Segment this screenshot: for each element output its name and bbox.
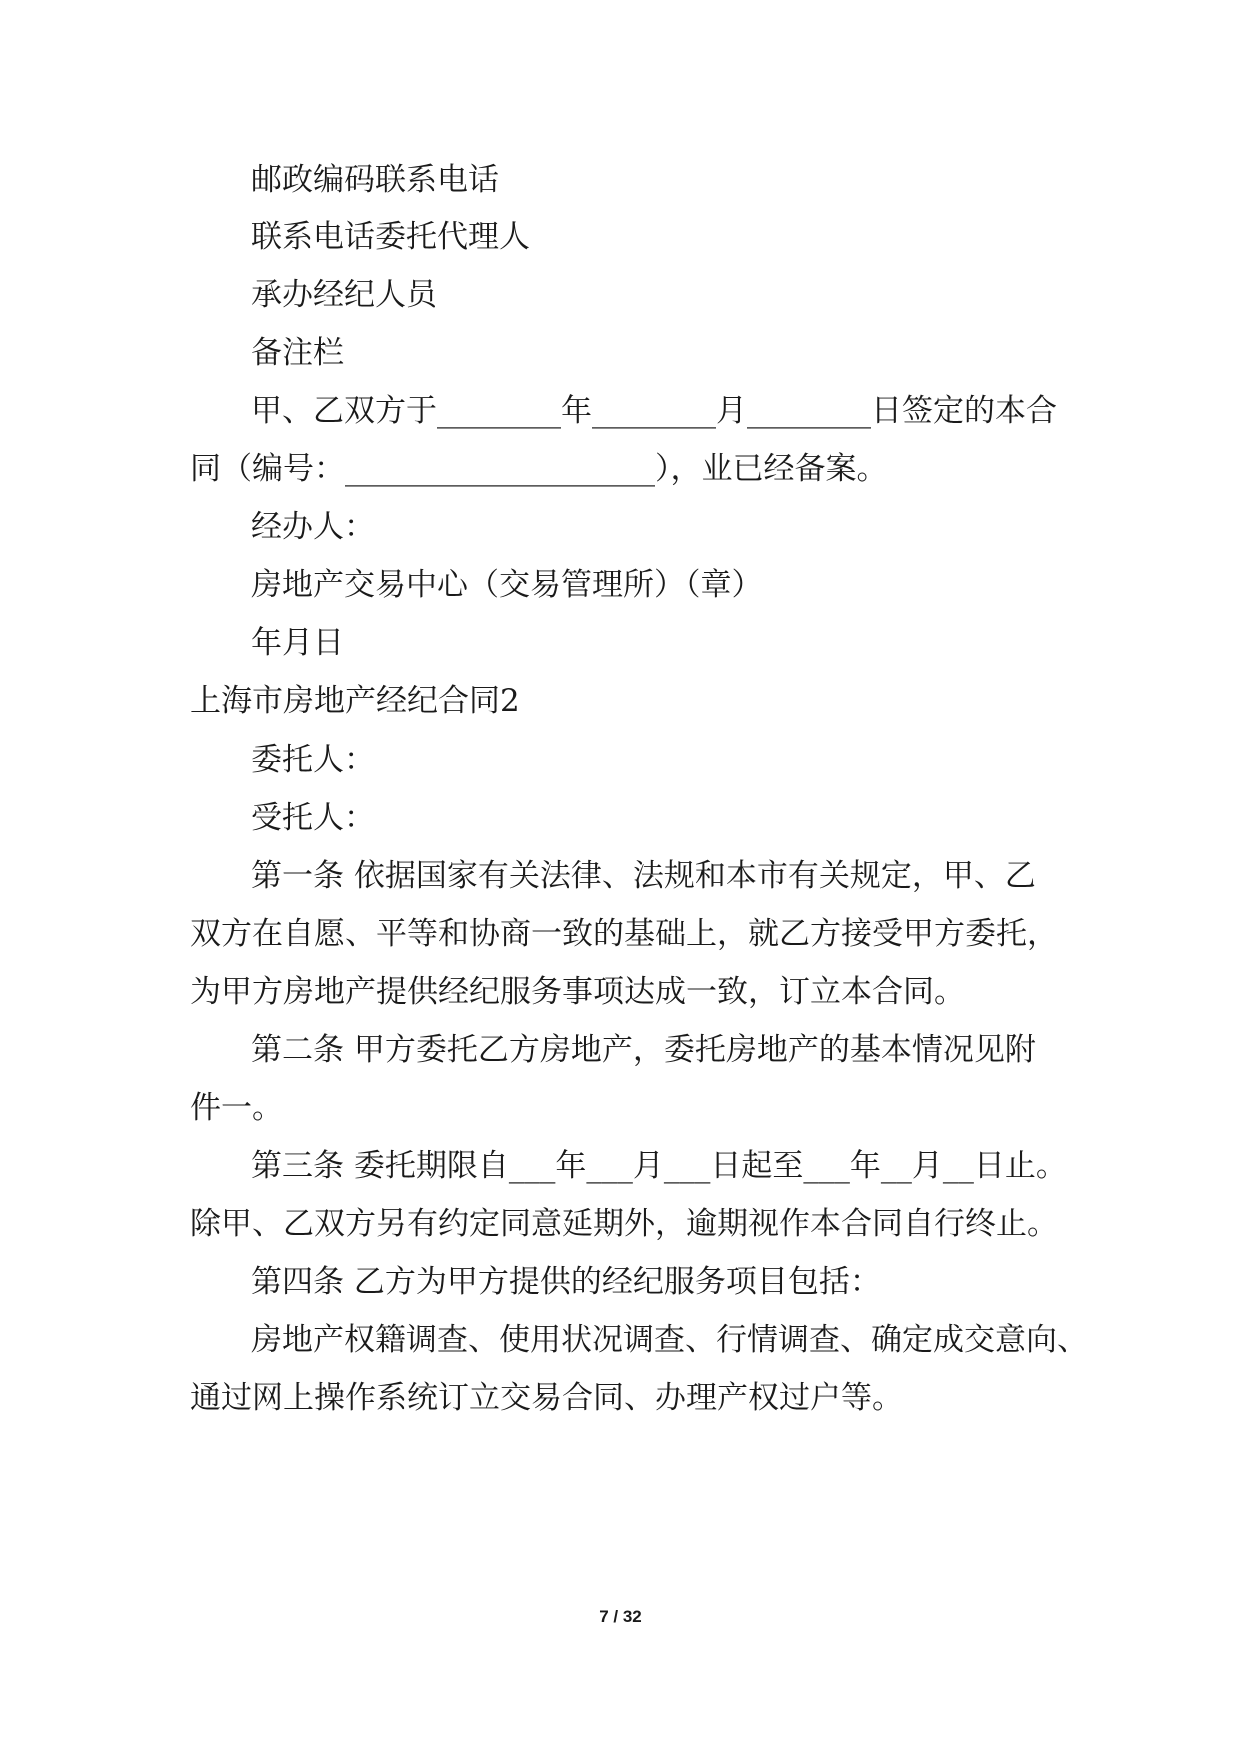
text-line: 双方在自愿、平等和协商一致的基础上，就乙方接受甲方委托， — [190, 916, 1058, 952]
text-line: 第一条 依据国家有关法律、法规和本市有关规定，甲、乙 — [251, 858, 1036, 894]
text-line: 委托人： — [251, 742, 375, 778]
text-line: 房地产交易中心（交易管理所）（章） — [251, 567, 763, 603]
text-line: 房地产权籍调查、使用状况调查、行情调查、确定成交意向、 — [251, 1322, 1088, 1358]
text-line: 通过网上操作系统订立交易合同、办理产权过户等。 — [190, 1380, 903, 1416]
text-line: 受托人： — [251, 800, 375, 836]
text-line: 年月日 — [251, 625, 344, 661]
text-line: 备注栏 — [251, 335, 344, 371]
text-line: 邮政编码联系电话 — [251, 162, 499, 198]
text-line: 第三条 委托期限自___年___月___日起至___年__月__日止。 — [251, 1148, 1067, 1184]
section-heading: 上海市房地产经纪合同2 — [190, 683, 520, 719]
text-line: 为甲方房地产提供经纪服务事项达成一致，订立本合同。 — [190, 974, 965, 1010]
text-line: 甲、乙双方于________年________月________日签定的本合 — [251, 393, 1057, 429]
text-line: 第四条 乙方为甲方提供的经纪服务项目包括： — [251, 1264, 881, 1300]
text-line: 件一。 — [190, 1090, 283, 1126]
text-line: 承办经纪人员 — [251, 277, 437, 313]
page-number: 7 / 32 — [599, 1607, 642, 1626]
text-line: 联系电话委托代理人 — [251, 219, 530, 255]
text-line: 经办人： — [251, 509, 375, 545]
text-line: 同（编号：____________________），业已经备案。 — [190, 451, 888, 487]
text-line: 除甲、乙双方另有约定同意延期外，逾期视作本合同自行终止。 — [190, 1206, 1058, 1242]
text-line: 第二条 甲方委托乙方房地产，委托房地产的基本情况见附 — [251, 1032, 1036, 1068]
